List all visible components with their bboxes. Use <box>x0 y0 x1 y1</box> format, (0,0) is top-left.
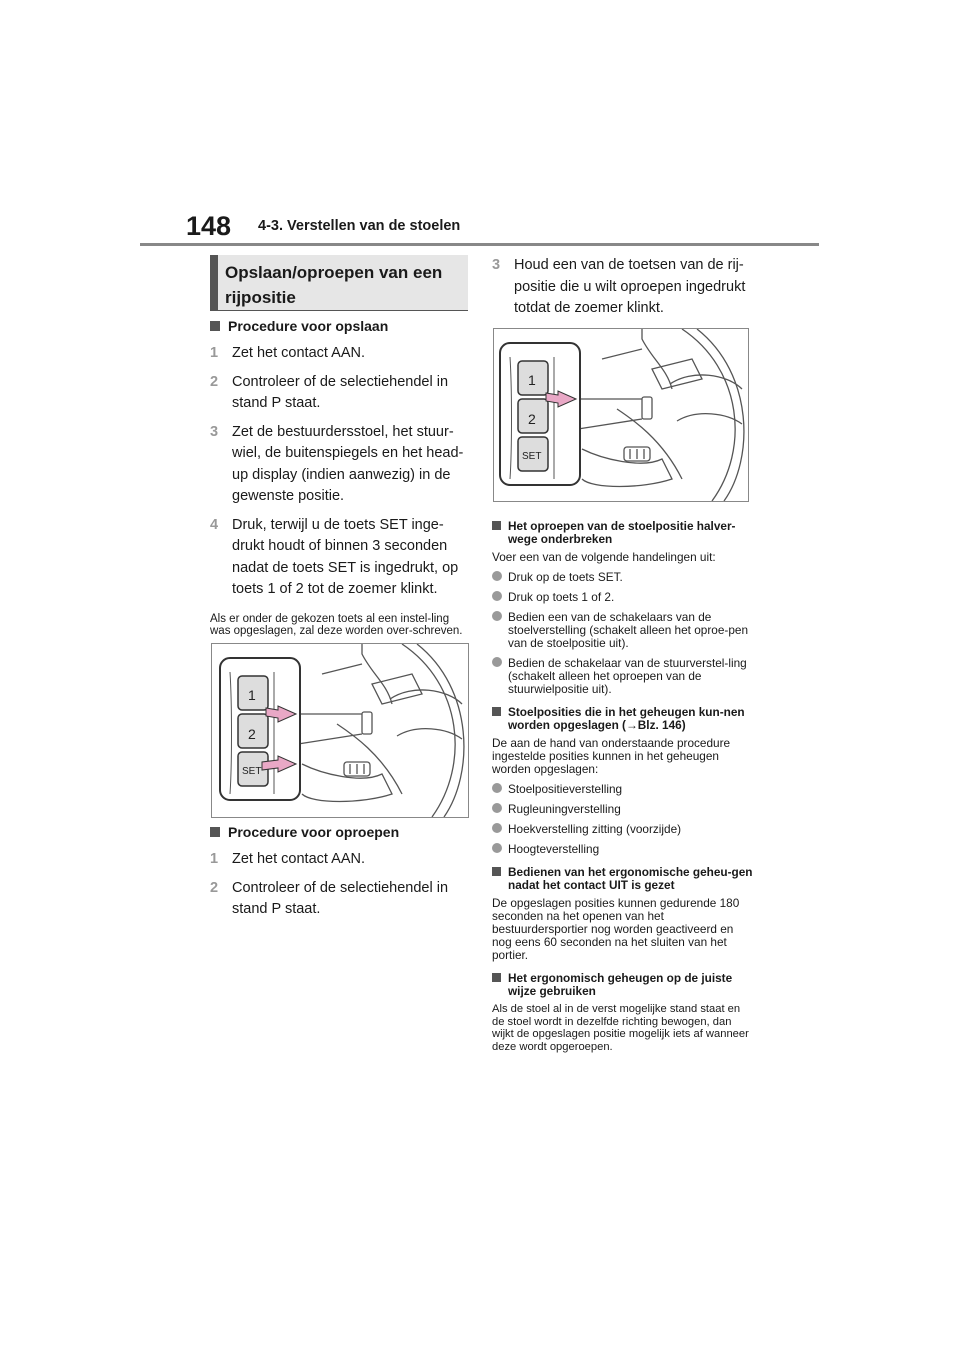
round-bullet-icon <box>492 657 502 667</box>
info-bullet: Hoekverstelling zitting (voorzijde) <box>492 823 754 836</box>
info-text: De aan de hand van onderstaande procedure ingestelde posities kunnen in het geheugen worden opgeslagen: <box>492 736 731 776</box>
heading-accent-bar <box>210 255 218 311</box>
recall-step: 2 Controleer of de selectiehendel in stand P staat. <box>210 879 449 917</box>
round-bullet-icon <box>492 823 502 833</box>
button-1-label: 1 <box>248 687 256 703</box>
square-bullet-icon <box>210 321 220 331</box>
info-heading: Het oproepen van de stoelpositie halver-wege onderbreken <box>492 520 754 546</box>
round-bullet-icon <box>492 611 502 621</box>
square-bullet-icon <box>492 707 501 716</box>
recall-procedure-continued <box>492 255 754 320</box>
info-text: De opgeslagen posities kunnen gedurende 180 seconden na het openen van het bestuurdersportier nog worden geactiveerd en nog eens 60 seconden na het sluiten van het portier. <box>492 896 740 962</box>
header-divider <box>140 243 819 246</box>
memory-buttons-illustration-recall <box>493 328 749 502</box>
recall-step: 1 Zet het contact AAN. <box>210 851 365 867</box>
memory-buttons-illustration-save <box>211 643 469 818</box>
recall-step: 3 Houd een van de toetsen van de rij-positie die u wilt oproepen ingedrukt totdat de zoemer klinkt. <box>492 257 746 316</box>
round-bullet-icon <box>492 571 502 581</box>
button-2-label: 2 <box>248 726 256 742</box>
round-bullet-icon <box>492 803 502 813</box>
page-number: 148 <box>186 211 232 241</box>
square-bullet-icon <box>492 973 501 982</box>
info-bullet: Bedien de schakelaar van de stuurverstel-ling (schakelt alleen het oproepen van de stuurwielpositie uit). <box>492 657 754 696</box>
save-step: 4 Druk, terwijl u de toets SET inge-drukt houdt of binnen 3 seconden nadat de toets SET is ingedrukt, op toets 1 of 2 tot de zoemer klinkt. <box>210 516 459 597</box>
round-bullet-icon <box>492 843 502 853</box>
section-heading: Opslaan/oproepen van een rijpositie <box>225 263 443 307</box>
section-heading-box <box>210 255 468 311</box>
round-bullet-icon <box>492 783 502 793</box>
square-bullet-icon <box>210 827 220 837</box>
button-1-label: 1 <box>528 372 536 388</box>
info-bullet: Bedien een van de schakelaars van de stoelverstelling (schakelt alleen het oproe-pen van de stoelpositie uit). <box>492 611 754 650</box>
info-heading: Het ergonomisch geheugen op de juiste wijze gebruiken <box>492 972 754 998</box>
info-bullet: Druk op de toets SET. <box>492 571 754 584</box>
button-set-label: SET <box>522 451 542 462</box>
round-bullet-icon <box>492 591 502 601</box>
save-heading: Procedure voor opslaan <box>210 316 472 336</box>
button-set-label: SET <box>242 766 262 777</box>
car-interior-drawing <box>494 329 748 501</box>
info-bullet: Hoogteverstelling <box>492 843 754 856</box>
square-bullet-icon <box>492 867 501 876</box>
recall-heading: Procedure voor oproepen <box>210 822 472 842</box>
section-title: 4-3. Verstellen van de stoelen <box>258 218 461 234</box>
info-bullet: Druk op toets 1 of 2. <box>492 591 754 604</box>
recall-procedure <box>210 822 472 921</box>
square-bullet-icon <box>492 521 501 530</box>
info-bullet: Stoelpositieverstelling <box>492 783 754 796</box>
save-step: 3 Zet de bestuurdersstoel, het stuur-wiel, de buitenspiegels en het head-up display (indien aanwezig) in de gewenste positie. <box>210 423 464 504</box>
info-text: Voer een van de volgende handelingen uit: <box>492 550 716 564</box>
info-section <box>492 520 754 1053</box>
info-text: Als de stoel al in de verst mogelijke stand staat en de stoel wordt in dezelfde richting bewogen, dan wijkt de opgeslagen positie mogelijk iets af wanneer deze wordt opgeroepen. <box>492 1003 749 1053</box>
save-step: 2 Controleer of de selectiehendel in stand P staat. <box>210 373 449 411</box>
car-interior-drawing <box>212 644 468 817</box>
save-note: Als er onder de gekozen toets al een instel-ling was opgeslagen, zal deze worden over-schreven. <box>210 612 463 637</box>
save-step: 1 Zet het contact AAN. <box>210 345 365 361</box>
info-bullet: Rugleuningverstelling <box>492 803 754 816</box>
info-heading: Bedienen van het ergonomische geheu-gen nadat het contact UIT is gezet <box>492 866 754 892</box>
save-procedure <box>210 316 472 638</box>
button-2-label: 2 <box>528 411 536 427</box>
info-heading: Stoelposities die in het geheugen kun-nen worden opgeslagen (→Blz. 146) <box>492 706 754 732</box>
